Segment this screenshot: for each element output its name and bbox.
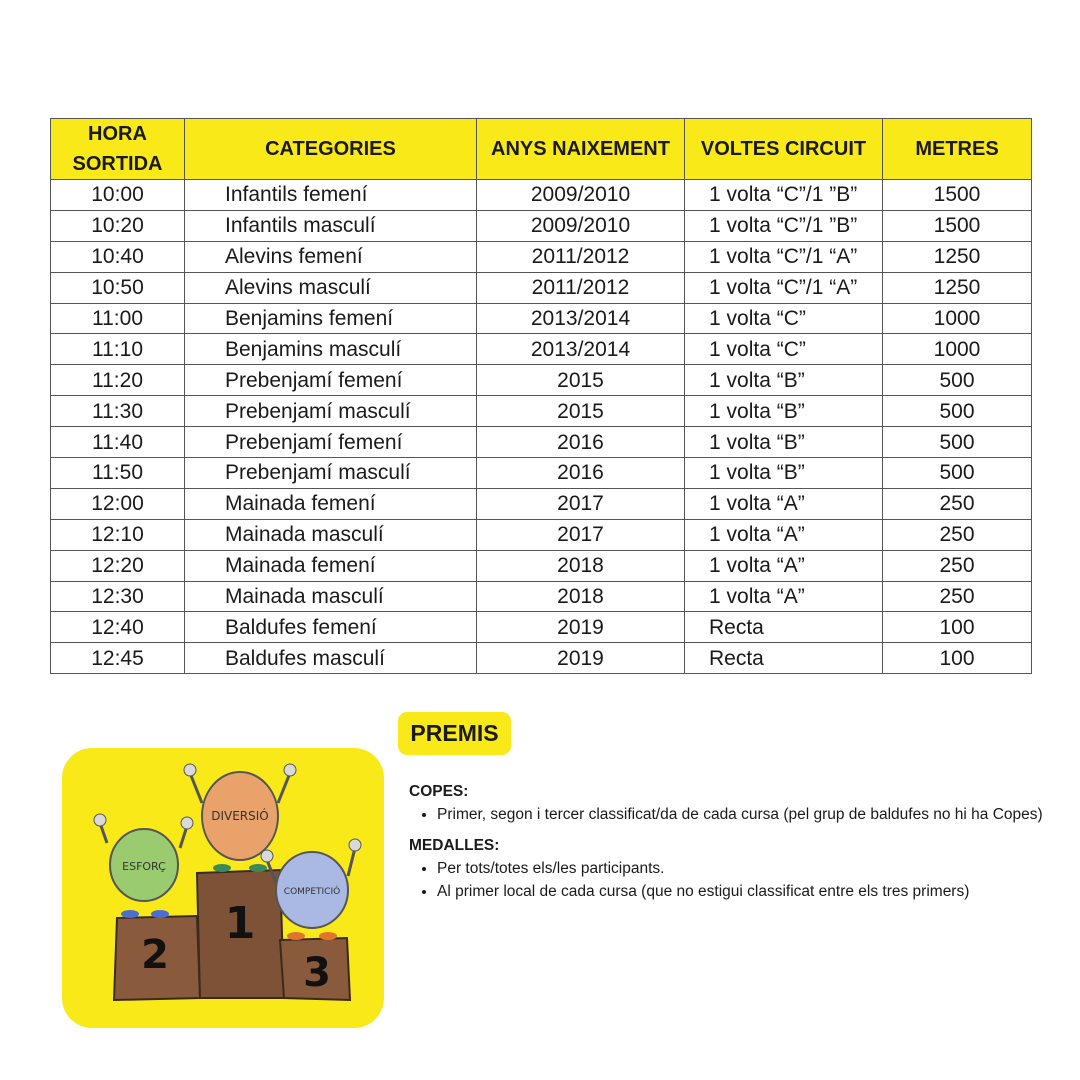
cell-anys: 2013/2014 — [477, 303, 685, 334]
cell-categoria: Baldufes masculí — [185, 643, 477, 674]
cell-voltes: 1 volta “C”/1 ”B” — [685, 210, 883, 241]
table-row — [51, 334, 1032, 365]
cell-categoria: Prebenjamí masculí — [185, 396, 477, 427]
header-hora-sortida: HORA SORTIDA — [51, 119, 185, 180]
cell-voltes: 1 volta “A” — [685, 519, 883, 550]
cell-hora: 12:30 — [51, 581, 185, 612]
cell-categoria: Baldufes femení — [185, 612, 477, 643]
table-row — [51, 365, 1032, 396]
cell-metres: 250 — [883, 550, 1032, 581]
label-competicio: COMPETICIÓ — [283, 887, 341, 897]
cell-hora: 10:20 — [51, 210, 185, 241]
header-metres: METRES — [883, 119, 1032, 180]
table-header-row — [51, 119, 1032, 180]
cell-categoria: Alevins masculí — [185, 272, 477, 303]
cell-categoria: Mainada femení — [185, 488, 477, 519]
cell-voltes: Recta — [685, 612, 883, 643]
cell-metres: 250 — [883, 581, 1032, 612]
cell-metres: 100 — [883, 612, 1032, 643]
medalles-heading: MEDALLES: — [409, 837, 500, 854]
cell-metres: 500 — [883, 427, 1032, 458]
cell-voltes: Recta — [685, 643, 883, 674]
header-categories: CATEGORIES — [185, 119, 477, 180]
cell-metres: 1500 — [883, 180, 1032, 211]
cell-anys: 2013/2014 — [477, 334, 685, 365]
label-esforc: ESFORÇ — [122, 860, 166, 873]
copes-item: • Primer, segon i tercer classificat/da de cada cursa (pel grup de baldufes no hi ha Copes) — [437, 803, 1049, 826]
premis-title: PREMIS — [398, 712, 511, 755]
cell-voltes: 1 volta “A” — [685, 488, 883, 519]
medalles-list — [409, 857, 1049, 903]
cell-metres: 250 — [883, 519, 1032, 550]
cell-categoria: Mainada masculí — [185, 519, 477, 550]
table-row — [51, 458, 1032, 489]
medalles-item: • Per tots/totes els/les participants. — [437, 857, 1049, 880]
cell-categoria: Mainada masculí — [185, 581, 477, 612]
cell-metres: 100 — [883, 643, 1032, 674]
table-row — [51, 303, 1032, 334]
header-anys-naixement: ANYS NAIXEMENT — [477, 119, 685, 180]
cell-categoria: Mainada femení — [185, 550, 477, 581]
podium-illustration — [62, 748, 384, 1028]
cell-metres: 1000 — [883, 334, 1032, 365]
cell-anys: 2011/2012 — [477, 241, 685, 272]
cell-categoria: Infantils femení — [185, 180, 477, 211]
cell-anys: 2016 — [477, 427, 685, 458]
table-row — [51, 396, 1032, 427]
table-row — [51, 210, 1032, 241]
table-row — [51, 550, 1032, 581]
cell-categoria: Benjamins femení — [185, 303, 477, 334]
cell-anys: 2019 — [477, 612, 685, 643]
cell-hora: 11:20 — [51, 365, 185, 396]
cell-voltes: 1 volta “C” — [685, 334, 883, 365]
cell-voltes: 1 volta “A” — [685, 581, 883, 612]
table-row — [51, 180, 1032, 211]
cell-categoria: Infantils masculí — [185, 210, 477, 241]
header-voltes-circuit: VOLTES CIRCUIT — [685, 119, 883, 180]
table-row — [51, 643, 1032, 674]
prizes-section — [409, 780, 1049, 911]
cell-categoria: Alevins femení — [185, 241, 477, 272]
cell-hora: 10:50 — [51, 272, 185, 303]
table-row — [51, 612, 1032, 643]
cell-hora: 12:20 — [51, 550, 185, 581]
cell-anys: 2009/2010 — [477, 180, 685, 211]
podium-drawing — [62, 748, 384, 1028]
cell-voltes: 1 volta “B” — [685, 458, 883, 489]
schedule-table — [50, 118, 1032, 674]
cell-anys: 2017 — [477, 488, 685, 519]
cell-hora: 10:40 — [51, 241, 185, 272]
cell-anys: 2015 — [477, 365, 685, 396]
copes-list — [409, 803, 1049, 826]
cell-metres: 1250 — [883, 241, 1032, 272]
cell-anys: 2017 — [477, 519, 685, 550]
cell-categoria: Prebenjamí masculí — [185, 458, 477, 489]
cell-metres: 250 — [883, 488, 1032, 519]
label-third: 3 — [303, 950, 331, 996]
cell-metres: 500 — [883, 458, 1032, 489]
table-row — [51, 519, 1032, 550]
cell-voltes: 1 volta “C”/1 “A” — [685, 241, 883, 272]
label-second: 2 — [141, 932, 169, 978]
cell-metres: 1500 — [883, 210, 1032, 241]
cell-voltes: 1 volta “C” — [685, 303, 883, 334]
cell-voltes: 1 volta “B” — [685, 396, 883, 427]
cell-metres: 1000 — [883, 303, 1032, 334]
cell-voltes: 1 volta “B” — [685, 365, 883, 396]
cell-metres: 500 — [883, 396, 1032, 427]
cell-categoria: Prebenjamí femení — [185, 365, 477, 396]
cell-metres: 1250 — [883, 272, 1032, 303]
label-diversio: DIVERSIÓ — [211, 809, 269, 823]
cell-hora: 12:40 — [51, 612, 185, 643]
table-row — [51, 581, 1032, 612]
cell-hora: 12:10 — [51, 519, 185, 550]
cell-hora: 12:00 — [51, 488, 185, 519]
cell-anys: 2011/2012 — [477, 272, 685, 303]
cell-voltes: 1 volta “C”/1 “A” — [685, 272, 883, 303]
cell-metres: 500 — [883, 365, 1032, 396]
cell-voltes: 1 volta “A” — [685, 550, 883, 581]
copes-heading: COPES: — [409, 783, 469, 800]
cell-categoria: Benjamins masculí — [185, 334, 477, 365]
cell-hora: 12:45 — [51, 643, 185, 674]
cell-hora: 11:10 — [51, 334, 185, 365]
cell-voltes: 1 volta “B” — [685, 427, 883, 458]
cell-hora: 11:30 — [51, 396, 185, 427]
medalles-item: • Al primer local de cada cursa (que no estigui classificat entre els tres primers) — [437, 880, 1049, 903]
table-row — [51, 241, 1032, 272]
label-first: 1 — [224, 898, 256, 949]
cell-categoria: Prebenjamí femení — [185, 427, 477, 458]
table-row — [51, 488, 1032, 519]
cell-anys: 2019 — [477, 643, 685, 674]
cell-anys: 2018 — [477, 581, 685, 612]
cell-hora: 10:00 — [51, 180, 185, 211]
table-row — [51, 272, 1032, 303]
cell-anys: 2015 — [477, 396, 685, 427]
cell-anys: 2016 — [477, 458, 685, 489]
cell-anys: 2009/2010 — [477, 210, 685, 241]
cell-hora: 11:50 — [51, 458, 185, 489]
cell-hora: 11:40 — [51, 427, 185, 458]
cell-hora: 11:00 — [51, 303, 185, 334]
table-row — [51, 427, 1032, 458]
cell-anys: 2018 — [477, 550, 685, 581]
cell-voltes: 1 volta “C”/1 ”B” — [685, 180, 883, 211]
